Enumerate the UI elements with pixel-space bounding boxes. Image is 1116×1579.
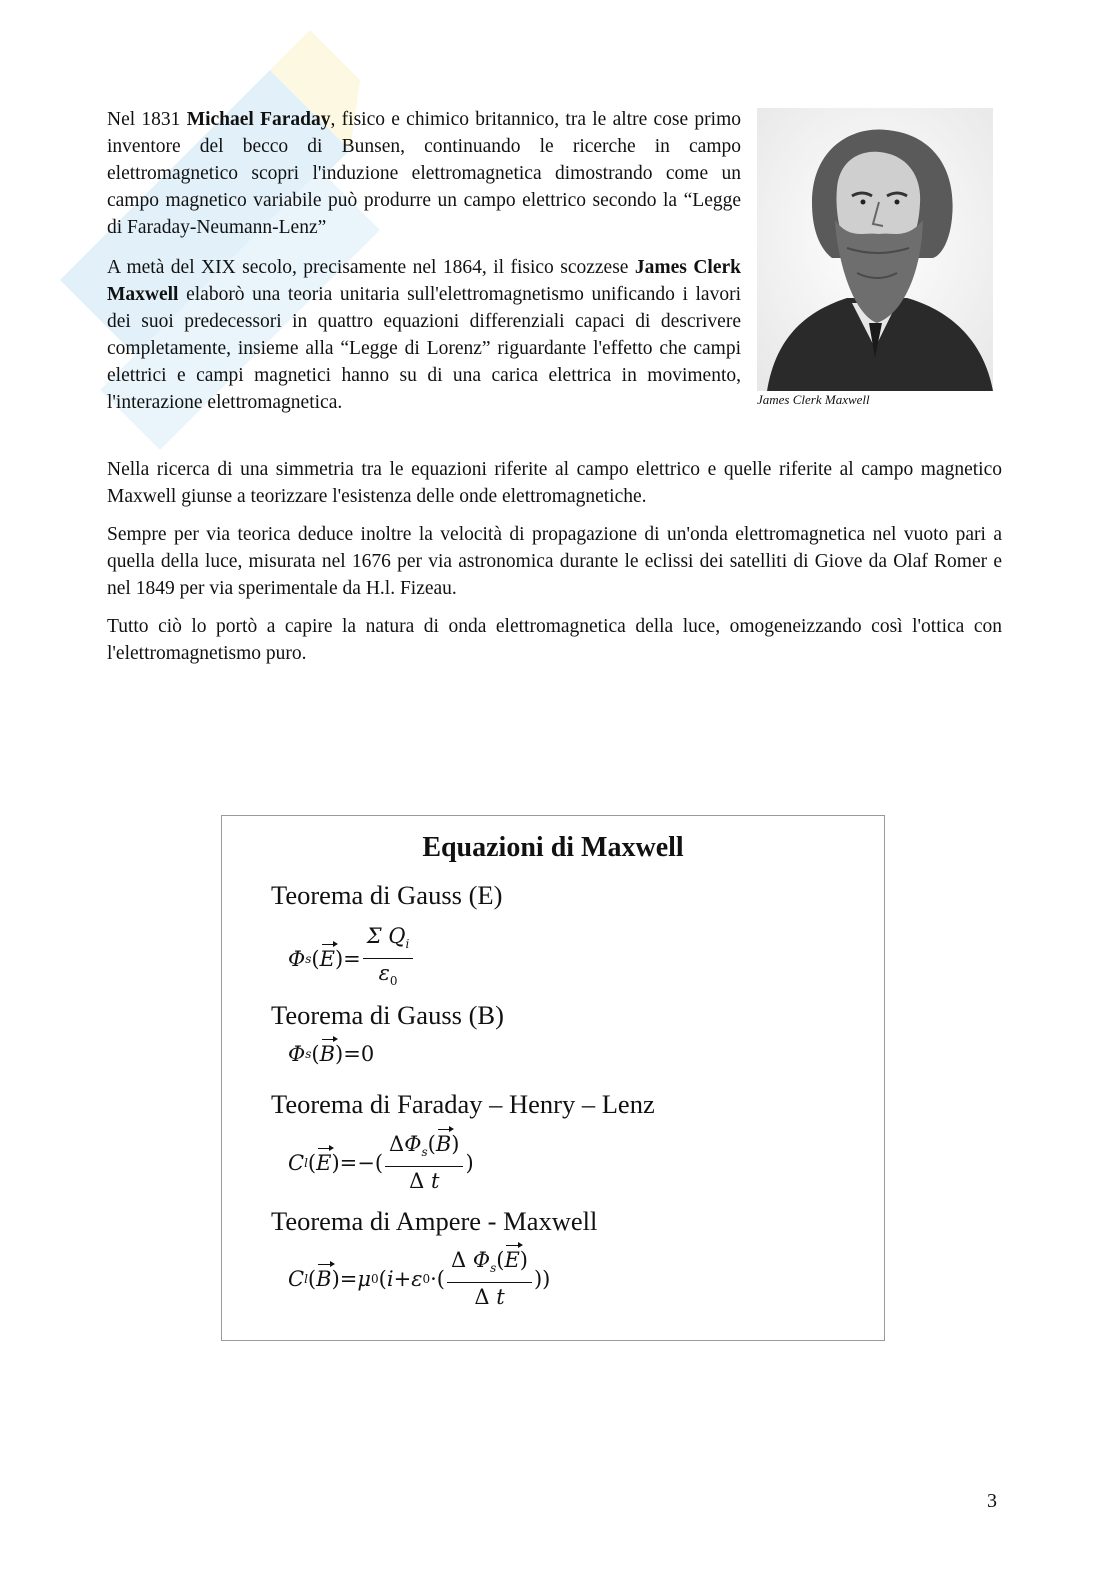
maxwell-name: James Clerk Maxwell: [107, 257, 741, 305]
maxwell-equations-box: [221, 815, 885, 1341]
equation-faraday: C l ( E )=−( $\frac{\Delta\Phi_s(B)}{\text{Δ t}}$ ): [288, 1132, 474, 1193]
equation-ampere: C l ( B )= μ 0 ( i + ε 0 ·( $\frac{\Delta \Phi_s(E)}{\text{Δ t}}$ )): [288, 1248, 551, 1309]
paragraph-speed-of-light: Sempre per via teorica deduce inoltre la velocità di propagazione di un'onda elettromagnetica nel vuoto pari a quella della luce, misurata nel 1676 per via astronomica durante le eclissi dei satelliti di Giove da Olaf Romer e nel 1849 per via sperimentale da H.l. Fizeau.: [107, 524, 1002, 599]
page-number: 3: [987, 1490, 997, 1512]
portrait-caption: James Clerk Maxwell: [757, 392, 870, 407]
faraday-name: Michael Faraday: [186, 109, 331, 130]
equations-title: Equazioni di Maxwell: [422, 832, 684, 863]
maxwell-portrait: [757, 108, 993, 391]
paragraph-symmetry: Nella ricerca di una simmetria tra le equazioni riferite al campo elettrico e quelle riferite al campo magnetico Maxwell giunse a teorizzare l'esistenza delle onde elettromagnetiche.: [107, 459, 1002, 507]
theorem-gauss-b: Teorema di Gauss (B): [271, 1000, 504, 1030]
paragraph-faraday: Nel 1831 Michael Faraday, fisico e chimico britannico, tra le altre cose primo inventore del becco di Bunsen, continuando le ricerche in campo elettromagnetico scopri l'induzione elettromagnetica dimostrando come un campo magnetico variabile può produrre un campo elettrico secondo la “Legge di Faraday-Neumann-Lenz”: [107, 109, 741, 238]
theorem-ampere-maxwell: Teorema di Ampere - Maxwell: [271, 1206, 598, 1236]
theorem-faraday-henry-lenz: Teorema di Faraday – Henry – Lenz: [271, 1089, 655, 1119]
paragraph-conclusion: Tutto ciò lo portò a capire la natura di onda elettromagnetica della luce, omogeneizzando così l'ottica con l'elettromagnetismo puro.: [107, 616, 1002, 664]
equation-gauss-b: Φ s ( B )= 0: [288, 1042, 375, 1066]
theorem-gauss-e: Teorema di Gauss (E): [271, 880, 503, 910]
equation-gauss-e: Φ s ( E )= $\frac{\Sigma Q_i}{\varepsilon_0}$: [288, 924, 415, 993]
paragraph-maxwell: A metà del XIX secolo, precisamente nel 1864, il fisico scozzese James Clerk Maxwell elaborò una teoria unitaria sull'elettromagnetismo unificando i lavori dei suoi predecessori in quattro equazioni differenziali capaci di descrivere completamente, insieme alla “Legge di Lorenz” riguardante l'effetto che campi elettrici e campi magnetici hanno su di una carica elettrica in movimento, l'interazione elettromagnetica.: [107, 257, 741, 413]
